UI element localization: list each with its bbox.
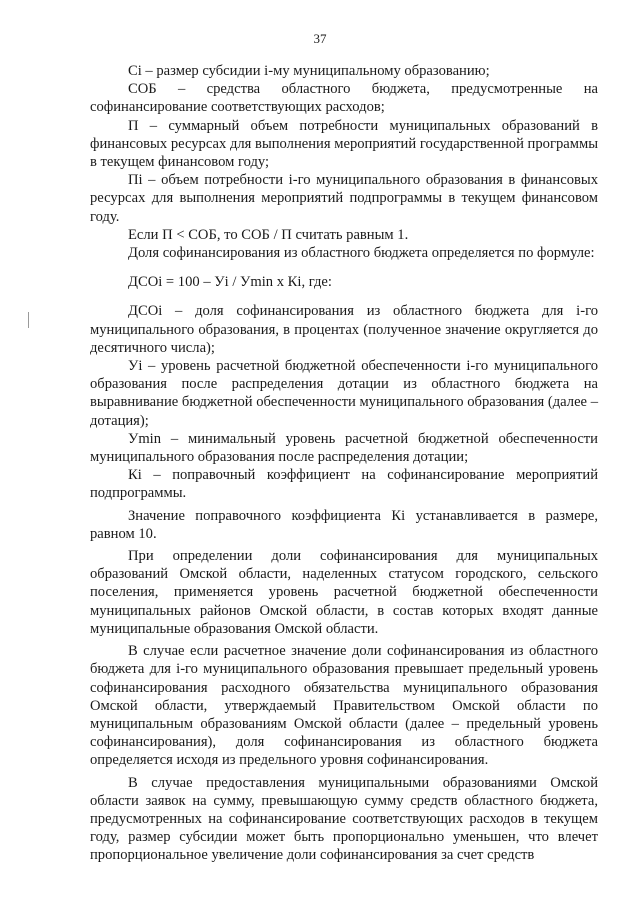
page-number: 37 bbox=[313, 31, 327, 46]
paragraph-umin-definition: Уmin – минимальный уровень расчетной бюджетной обеспеченности муниципального образования после распределения дотации; bbox=[90, 430, 598, 466]
paragraph-proportional-reduction: В случае предоставления муниципальными образованиями Омской области заявок на сумму, превышающую сумму средств областного бюджета, предусмотренных на софинансирование соответствующих расходов в текущем году, размер субсидии может быть пропорционально уменьшен, что влечет пропорциональное увеличение доли софинансирования за счет средств bbox=[90, 774, 598, 864]
paragraph-settlements: При определении доли софинансирования для муниципальных образований Омской области, наделенных статусом городского, сельского поселения, применяется уровень расчетной бюджетной обеспеченности муниципальных районов Омской области, в состав которых входят данные муниципальные образования Омской области. bbox=[90, 548, 598, 637]
paragraph-dsoi-definition: ДСОi – доля софинансирования из областного бюджета для i-го муниципального образования, в процентах (полученное значение округляется до десятичного числа); bbox=[90, 303, 598, 356]
paragraph-ki-definition: Кi – поправочный коэффициент на софинансирование мероприятий подпрограммы. bbox=[90, 467, 598, 502]
paragraph-p-definition: П – суммарный объем потребности муниципальных образований в финансовых ресурсах для выполнения мероприятий государственной программы в текущем финансовом году; bbox=[90, 117, 598, 171]
paragraph-pi-definition: Пi – объем потребности i-го муниципального образования в финансовых ресурсах для выполнения мероприятий подпрограммы в текущем финансовом году. bbox=[90, 172, 598, 225]
paragraph-ci-definition: Ci – размер субсидии i-му муниципальному образованию; bbox=[128, 63, 490, 79]
formula: ДСОi = 100 – Уi / Уmin x Кi, где: bbox=[128, 274, 332, 291]
paragraph-limit-level: В случае если расчетное значение доли софинансирования из областного бюджета для i-го муниципального образования превышает предельный уровень софинансирования расходного обязательства муниципального образования Омской области, утверждаемый Правительством Омской области по муниципальным образованиям Омской области (далее – предельный уровень софинансирования), доля софинансирования из областного бюджета определяется исходя из предельного уровня софинансирования. bbox=[90, 643, 598, 769]
paragraph-ui-definition: Уi – уровень расчетной бюджетной обеспеченности i-го муниципального образования после распределения дотации из областного бюджета на выравнивание бюджетной обеспеченности муниципального образования (далее – дотация); bbox=[90, 358, 598, 429]
paragraph-sob-definition: СОБ – средства областного бюджета, предусмотренные на софинансирование соответствующих расходов; bbox=[90, 81, 598, 116]
document-body bbox=[90, 62, 598, 865]
paragraph-formula-intro: Доля софинансирования из областного бюджета определяется по формуле: bbox=[128, 245, 595, 262]
margin-mark bbox=[28, 312, 29, 328]
paragraph-ki-value: Значение поправочного коэффициента Кi устанавливается в размере, равном 10. bbox=[90, 507, 598, 542]
paragraph-condition: Если П < СОБ, то СОБ / П считать равным 1. bbox=[128, 226, 409, 243]
